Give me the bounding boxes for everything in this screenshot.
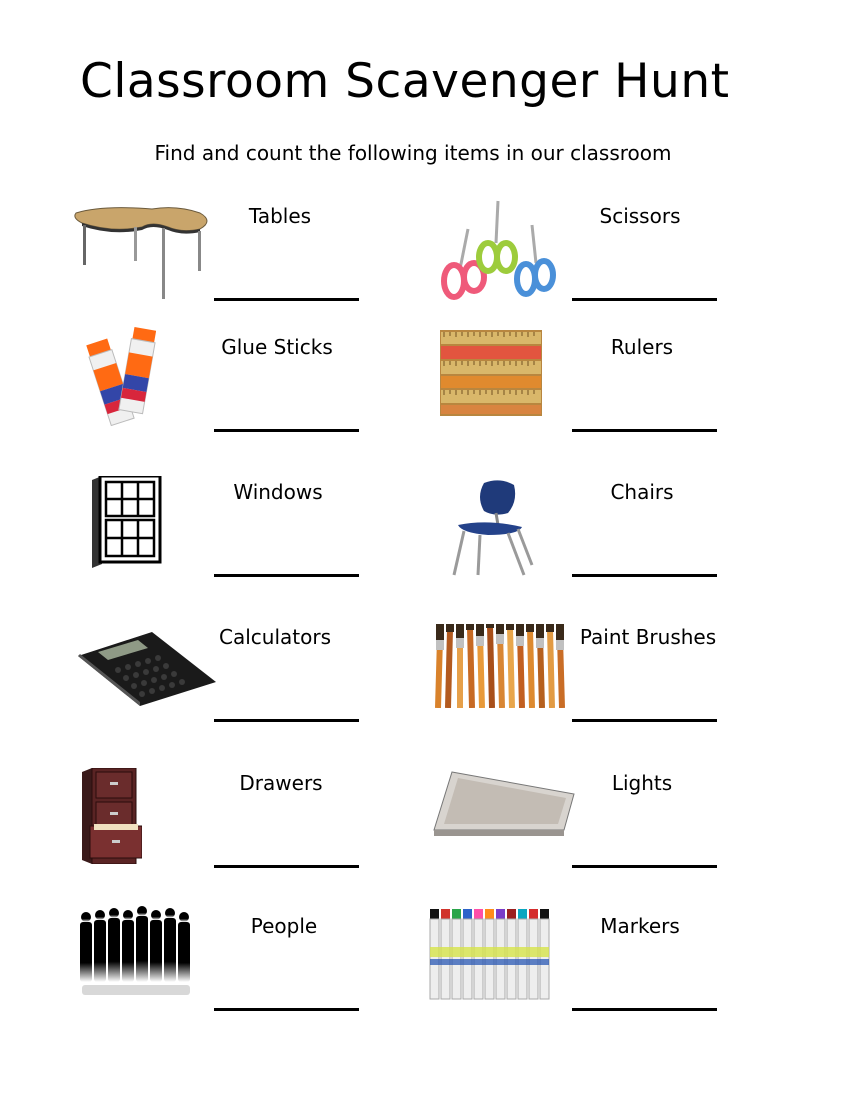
item-label: Scissors [599, 204, 681, 228]
item-label: Paint Brushes [579, 625, 717, 649]
item-label: Windows [233, 480, 323, 504]
item-label: Drawers [239, 771, 323, 795]
instructions: Find and count the following items in our classroom [154, 141, 672, 165]
item-scissors [0, 195, 681, 335]
rulers-icon [440, 330, 542, 416]
item-label: Lights [611, 771, 673, 795]
chair-icon [448, 479, 540, 577]
item-label: People [250, 914, 318, 938]
item-label: Rulers [610, 335, 674, 359]
item-paint-brushes [0, 616, 717, 756]
markers-icon [428, 909, 552, 1001]
item-label: Markers [600, 914, 680, 938]
answer-blank[interactable] [572, 574, 717, 577]
item-label: Glue Sticks [221, 335, 333, 359]
item-rulers [0, 326, 674, 466]
item-label: Chairs [610, 480, 674, 504]
item-chairs [0, 471, 674, 611]
light-fixture-icon [432, 770, 580, 842]
answer-blank[interactable] [572, 719, 717, 722]
scissors-icon [440, 199, 560, 303]
item-lights [0, 762, 673, 902]
page-title: Classroom Scavenger Hunt [80, 54, 730, 109]
paint-brushes-icon [432, 624, 570, 708]
item-markers [0, 905, 680, 1045]
answer-blank[interactable] [572, 298, 717, 301]
item-label: Tables [248, 204, 312, 228]
item-label: Calculators [219, 625, 331, 649]
answer-blank[interactable] [572, 865, 717, 868]
answer-blank[interactable] [572, 1008, 717, 1011]
answer-blank[interactable] [572, 429, 717, 432]
